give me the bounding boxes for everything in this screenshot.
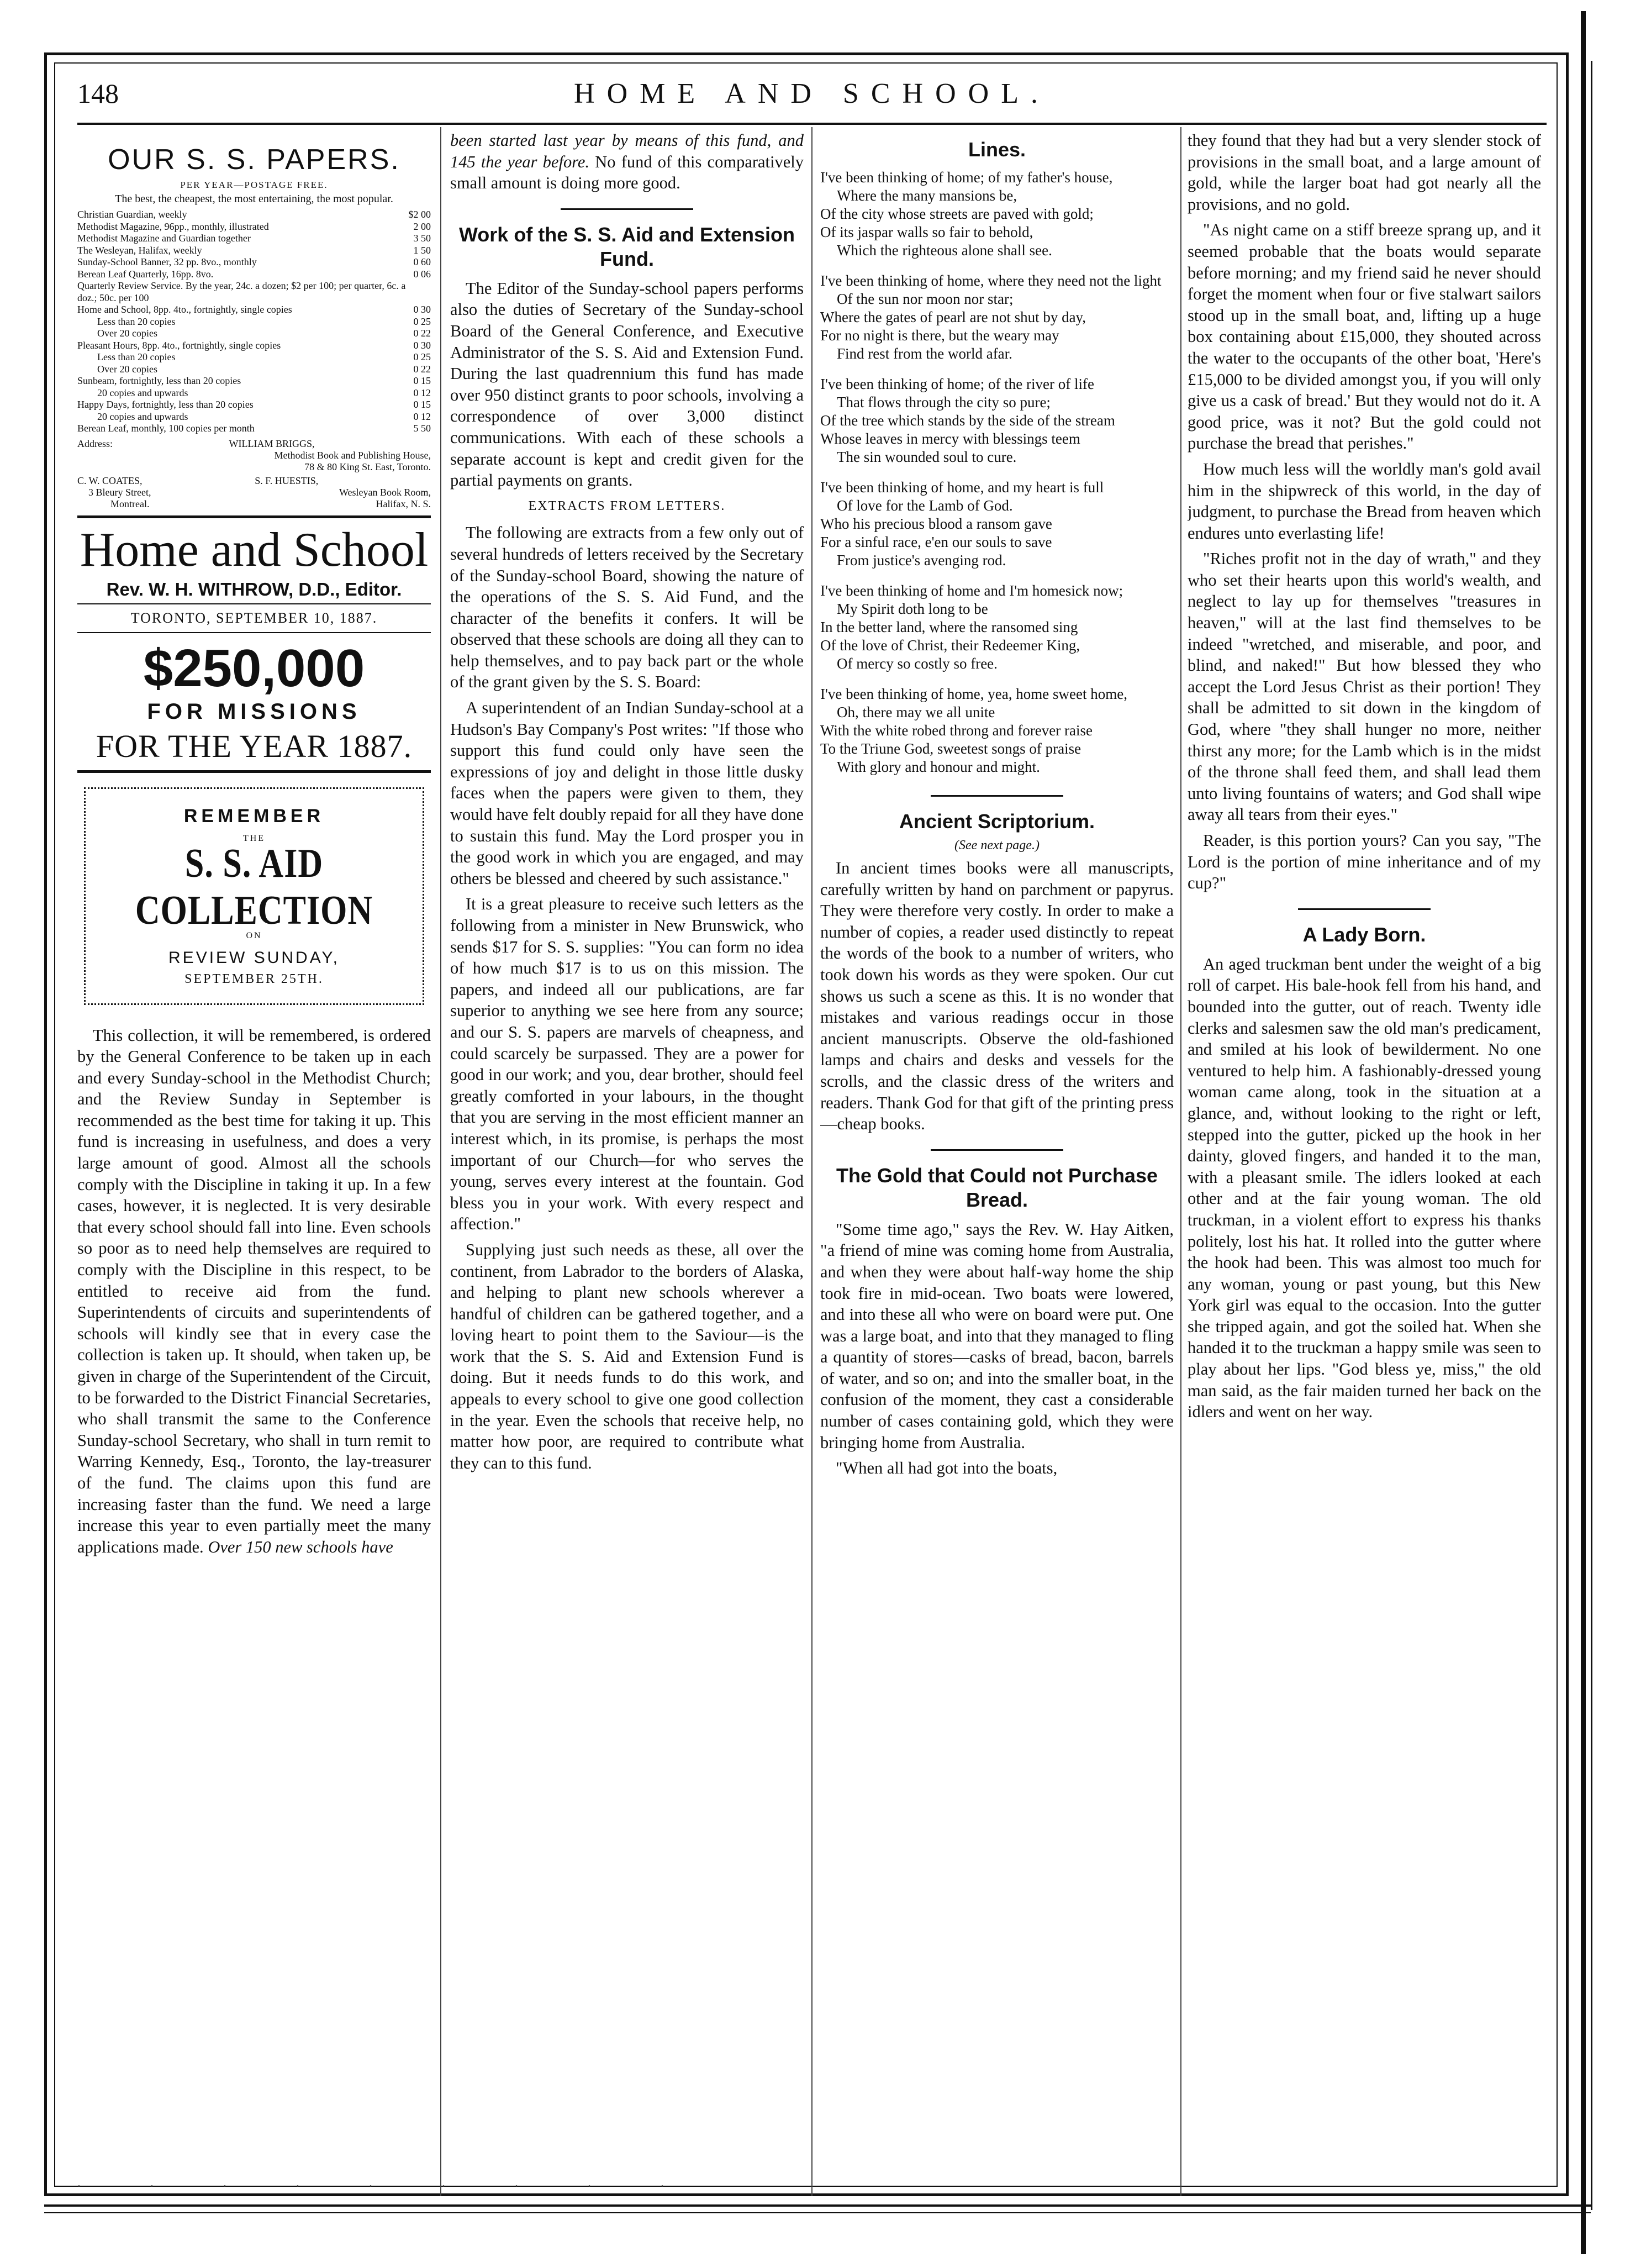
poem-line: For no night is there, but the weary may bbox=[820, 327, 1059, 344]
price-row bbox=[77, 209, 431, 221]
paper-price: 0 30 bbox=[413, 339, 431, 351]
paper-price: 0 22 bbox=[413, 328, 431, 339]
poem-stanza bbox=[820, 169, 1174, 260]
rule bbox=[77, 770, 431, 773]
poem-stanza bbox=[820, 272, 1174, 363]
price-row bbox=[77, 351, 431, 364]
article-heading: Work of the S. S. Aid and Extension Fund. bbox=[458, 223, 795, 270]
paper-name: Less than 20 copies bbox=[97, 315, 176, 327]
article-heading: Ancient Scriptorium. bbox=[899, 810, 1095, 833]
poem-line: I've been thinking of home and I'm homesick now; bbox=[820, 582, 1123, 599]
page-header bbox=[77, 77, 1547, 116]
missions-label: FOR MISSIONS bbox=[147, 699, 361, 724]
column-3 bbox=[820, 130, 1174, 2199]
rule bbox=[77, 515, 431, 518]
divider bbox=[820, 788, 1174, 802]
paper-name: Quarterly Review Service. By the year, 24c. a dozen; $2 per 100; per quarter, 6c. a doz.; 50c. per 100 bbox=[77, 280, 406, 303]
papers-intro: The best, the cheapest, the most entertaining, the most popular. bbox=[115, 193, 393, 205]
footer-marks: . . . . . . . . . bbox=[77, 2176, 697, 2190]
price-row bbox=[77, 423, 431, 435]
poem-line: Of its jaspar walls so fair to behold, bbox=[820, 224, 1033, 240]
column-2 bbox=[450, 130, 804, 2199]
agent-street: Wesleyan Book Room, bbox=[339, 486, 431, 498]
poem-line: In the better land, where the ransomed sing bbox=[820, 619, 1078, 635]
page-number: 148 bbox=[77, 78, 119, 109]
price-row bbox=[77, 256, 431, 269]
paper-name: Over 20 copies bbox=[97, 328, 157, 339]
paper-name: Over 20 copies bbox=[97, 363, 157, 375]
paper-name: Christian Guardian, weekly bbox=[77, 209, 187, 220]
paper-price: 0 25 bbox=[413, 315, 431, 327]
right-margin-bar-thin bbox=[1591, 61, 1592, 2210]
notice-the: THE bbox=[242, 833, 266, 843]
subheading: EXTRACTS FROM LETTERS. bbox=[528, 498, 726, 513]
paper-name: Less than 20 copies bbox=[97, 351, 176, 362]
paragraph: The following are extracts from a few only out of several hundreds of letters received by the Secretary of the Sunday-school Board, showing the nature of the operations of the S. S. Aid Fund, and the character of the benefits it confers. It will be observed that these schools are doing all they can to help themselves, and to pay back part or the whole of the grant given by the S. S. Board: bbox=[450, 523, 804, 692]
paper-price: 0 25 bbox=[413, 351, 431, 362]
missions-amount: $250,000 bbox=[143, 638, 365, 698]
poem-line: I've been thinking of home, and my heart is full bbox=[820, 479, 1104, 496]
paper-name: 20 copies and upwards bbox=[97, 411, 188, 422]
poem-stanza bbox=[820, 375, 1174, 466]
divider bbox=[450, 202, 804, 215]
missions-year: FOR THE YEAR 1887. bbox=[96, 728, 413, 764]
poem-line: I've been thinking of home; of the river of life bbox=[820, 376, 1094, 392]
paragraph: "As night came on a stiff breeze sprang up, and it seemed probable that the boats would separate before morning; and my friend said he never should forget the moment when four or five stalwart sailors stood up in the small boat, and, lifting up a huge box containing about £15,000, they shouted across the water to the occupants of the other boat, 'Here's £15,000 to be divided amongst you, if you will only give us a cask of bread.' But they would not do it. A good price, was it not? But the gold could not purchase the bread that perishes." bbox=[1188, 220, 1541, 453]
paper-name: Happy Days, fortnightly, less than 20 copies bbox=[77, 399, 254, 410]
paper-price: 0 60 bbox=[413, 256, 431, 267]
price-row bbox=[77, 387, 431, 399]
paper-name: The Wesleyan, Halifax, weekly bbox=[77, 244, 202, 256]
poem-line: I've been thinking of home, where they need not the light bbox=[820, 272, 1162, 289]
poem-line: My Spirit doth long to be bbox=[837, 601, 988, 617]
poem-line: I've been thinking of home, yea, home sweet home, bbox=[820, 686, 1127, 702]
paragraph: "Some time ago," says the Rev. W. Hay Aitken, "a friend of mine was coming home from Australia, and when they were about half-way home the ship took fire in mid-ocean. Two boats were lowered, and into these all who were on board were put. One was a large boat, and into that they managed to fling a quantity of stores—casks of bread, bacon, barrels of water, and so on; and into the smaller boat, in the confusion of the moment, they cast a considerable number of cases containing gold, which they were bringing home from Australia. bbox=[820, 1219, 1174, 1452]
price-row bbox=[77, 316, 431, 328]
poem-line: For a sinful race, e'en our souls to save bbox=[820, 534, 1052, 550]
rule bbox=[77, 603, 431, 604]
price-row bbox=[77, 245, 431, 257]
column-rule bbox=[811, 127, 813, 2196]
poem-line: The sin wounded soul to cure. bbox=[837, 449, 1017, 465]
agent-name: C. W. COATES, bbox=[77, 475, 143, 486]
divider bbox=[1188, 902, 1541, 915]
paper-price: 0 30 bbox=[413, 304, 431, 315]
paragraph: Supplying just such needs as these, all over the continent, from Labrador to the borders of Alaska, and helping to plant new schools wherever a handful of children can be gathered together, and a loving heart to point them to the Saviour—is the work that the S. S. Aid and Extension Fund is doing. But it needs funds to do this work, and appeals to every school to give one good collection in the year. Even the schools that receive help, no matter how poor, are required to contribute what they can to this fund. bbox=[450, 1240, 804, 1472]
poem-stanza bbox=[820, 582, 1174, 673]
poem-line: Of the city whose streets are paved with gold; bbox=[820, 206, 1094, 222]
poem-line: From justice's avenging rod. bbox=[837, 552, 1006, 569]
column-1 bbox=[77, 130, 431, 2199]
bottom-rule bbox=[44, 2204, 1591, 2207]
paragraph: This collection, it will be remembered, is ordered by the General Conference to be taken up in each and every Sunday-school in the Methodist Church; and the Review Sunday in September is recommended as the best time for taking it up. This fund is increasing in usefulness, and does a very large amount of good. Almost all the schools comply with the Discipline in taking it up. In a few cases, however, it is neglected. It is very desirable that every school should fall into line. Even schools so poor as to need help themselves are required to comply with the Discipline in this respect, to be entitled to receive aid from the fund. Superintendents of circuits and superintendents of schools will kindly see that in every case the collection is taken up. It should, when taken up, be given in charge of the Superintendent of the Circuit, to be forwarded to the District Financial Secretaries, who shall transmit the same to the Conference Sunday-school Secretary, who shall in turn remit to Warring Kennedy, Esq., Toronto, the lay-treasurer of the fund. The claims upon this fund are increasing faster than the fund. We need a large increase this year to even partially meet the many applications made. bbox=[77, 1025, 431, 1556]
column-4 bbox=[1188, 130, 1541, 2199]
address-line: 78 & 80 King St. East, Toronto. bbox=[304, 461, 431, 472]
poem-line: With glory and honour and might. bbox=[837, 759, 1040, 775]
editor-line: Rev. W. H. WITHROW, D.D., Editor. bbox=[106, 578, 402, 599]
paper-price: 0 15 bbox=[413, 375, 431, 386]
paper-name: Pleasant Hours, 8pp. 4to., fortnightly, single copies bbox=[77, 339, 281, 351]
see-next-note: (See next page.) bbox=[954, 838, 1040, 853]
price-row bbox=[77, 269, 431, 281]
bottom-rule-thin bbox=[44, 2212, 1591, 2213]
lead-italic: been started last year by means of this fund, and 145 the year before. bbox=[450, 131, 804, 171]
paragraph: How much less will the worldly man's gold avail him in the shipwreck of this world, in the day of judgment, to purchase the Bread from heaven which endures unto everlasting life! bbox=[1188, 459, 1541, 543]
price-row bbox=[77, 233, 431, 245]
paper-price: 1 50 bbox=[413, 244, 431, 256]
article-heading: The Gold that Could not Purchase Bread. bbox=[836, 1164, 1158, 1211]
paper-price: 0 12 bbox=[413, 411, 431, 422]
paper-name: Methodist Magazine and Guardian together bbox=[77, 233, 251, 244]
notice-on: ON bbox=[246, 930, 262, 940]
paragraph: "When all had got into the boats, bbox=[836, 1459, 1058, 1478]
poem bbox=[820, 169, 1174, 776]
price-row bbox=[77, 364, 431, 376]
paper-price: 0 12 bbox=[413, 387, 431, 398]
paper-name: 20 copies and upwards bbox=[97, 387, 188, 398]
price-row bbox=[77, 399, 431, 411]
poem-stanza bbox=[820, 685, 1174, 776]
paragraph: A superintendent of an Indian Sunday-school at a Hudson's Bay Company's Post writes: "If those who support this fund could only have seen the expressions of joy and delight in those little dusky faces when the papers were given to them, they would have felt doubly repaid for all they have done to sustain this fund. May the Lord prosper you in the good work in which you are engaged, and may others be blessed and cheered by such assistance." bbox=[450, 698, 804, 888]
address-line: Methodist Book and Publishing House, bbox=[274, 449, 431, 461]
poem-line: That flows through the city so pure; bbox=[837, 394, 1051, 411]
paper-title: Home and School bbox=[80, 523, 429, 577]
poem-line: With the white robed throng and forever raise bbox=[820, 722, 1093, 739]
paper-price: 2 00 bbox=[413, 220, 431, 232]
paragraph: "Riches profit not in the day of wrath," and they who set their hearts upon this world's wealth, and neglect to lay up for themselves "treasures in heaven," will at the last find themselves to be indeed "wretched, and miserable, and poor, and blind, and naked!" But how blessed they who accept the Lord Jesus Christ as their portion! They shall be admitted to sit down in the kingdom of God, where "they shall hunger no more, neither thirst any more; for the Lamb which is in the midst of the throne shall feed them, and shall lead them unto living fountains of waters; and God shall wipe away all tears from their eyes." bbox=[1188, 549, 1541, 824]
poem-line: Of the tree which stands by the side of the stream bbox=[820, 412, 1115, 429]
price-row bbox=[77, 411, 431, 423]
poem-line: I've been thinking of home; of my father's house, bbox=[820, 169, 1113, 186]
address-name: WILLIAM BRIGGS, bbox=[229, 438, 315, 449]
price-list bbox=[77, 209, 431, 435]
price-row bbox=[77, 280, 431, 304]
paragraph-tail: Over 150 new schools have bbox=[208, 1537, 393, 1556]
notice-collection: S. S. AID COLLECTION bbox=[135, 840, 373, 933]
address-label: Address: bbox=[77, 438, 113, 449]
column-rule bbox=[440, 127, 441, 2196]
paper-name: Berean Leaf Quarterly, 16pp. 8vo. bbox=[77, 268, 214, 280]
poem-stanza bbox=[820, 478, 1174, 570]
notice-review: REVIEW SUNDAY, bbox=[168, 948, 340, 967]
publisher-address bbox=[77, 438, 431, 510]
price-row bbox=[77, 328, 431, 340]
poem-line: Of the sun nor moon nor star; bbox=[837, 291, 1014, 307]
paper-price: 0 06 bbox=[413, 268, 431, 280]
paragraph: Reader, is this portion yours? Can you say, "The Lord is the portion of mine inheritance and of my cup?" bbox=[1188, 831, 1541, 893]
poem-line: Who his precious blood a ransom gave bbox=[820, 515, 1052, 532]
paper-price: 3 50 bbox=[413, 233, 431, 244]
column-rule bbox=[1180, 127, 1181, 2196]
poem-line: Where the many mansions be, bbox=[837, 187, 1017, 204]
agent-city: Montreal. bbox=[110, 498, 150, 509]
article-heading: A Lady Born. bbox=[1302, 923, 1426, 946]
notice-date: SEPTEMBER 25TH. bbox=[184, 971, 324, 986]
dateline: TORONTO, SEPTEMBER 10, 1887. bbox=[130, 609, 378, 626]
poem-title: Lines. bbox=[968, 138, 1026, 161]
poem-line: Find rest from the world afar. bbox=[837, 345, 1012, 362]
paragraph: It is a great pleasure to receive such letters as the following from a minister in New Brunswick, who sends $17 for S. S. supplies: "You can form no idea of how much $17 is to us on this mission. The papers, and indeed all our publications, are far superior to anything we see here from any source; and our S. S. papers are marvels of cheapness, and could scarcely be surpassed. They are a power for good in our work; and you, dear brother, should feel greatly comforted in your labours, in the thought that you are serving in the most efficient manner an interest which, in its promise, is perhaps the most important of our Church—for who serves the young, serves every interest at the fountain. God bless you in your work. With every respect and affection." bbox=[450, 894, 804, 1234]
price-row bbox=[77, 221, 431, 233]
poem-line: Of mercy so costly so free. bbox=[837, 655, 998, 672]
paper-price: 0 22 bbox=[413, 363, 431, 375]
poem-line: To the Triune God, sweetest songs of praise bbox=[820, 740, 1081, 757]
paper-name: Methodist Magazine, 96pp., monthly, illustrated bbox=[77, 220, 269, 232]
paper-price: 5 50 bbox=[413, 423, 431, 434]
poem-line: Where the gates of pearl are not shut by day, bbox=[820, 309, 1086, 325]
paper-name: Sunbeam, fortnightly, less than 20 copies bbox=[77, 375, 241, 386]
poem-line: Whose leaves in mercy with blessings teem bbox=[820, 430, 1080, 447]
paragraph: In ancient times books were all manuscripts, carefully written by hand on parchment or papyrus. They were therefore very costly. In order to make a number of copies, a reader used distinctly to repeat the words of the book to a number of writers, who took down his words as they were spoken. Our cut shows us such a scene as this. It is no wonder that mistakes and various readings occur in those ancient manuscripts. Observe the old-fashioned lamps and chairs and desks and vessels for the scrolls, and the classic dress of the writers and readers. Thank God for that gift of the printing press—cheap books. bbox=[820, 859, 1174, 1134]
agent-city: Halifax, N. S. bbox=[376, 498, 431, 509]
price-row bbox=[77, 304, 431, 316]
paragraph: An aged truckman bent under the weight of a big roll of carpet. His bale-hook fell from his hand, and bounded into the gutter, out of reach. Twenty idle clerks and salesmen saw the old man's predicament, and smiled at his look of bewilderment. No one ventured to help him. A fashionably-dressed young woman came along, took in the situation at a glance, and, without looking to the right or left, stepped into the gutter, picked up the hook in her dainty, gloved fingers, and handed it to the man, with a pleasant smile. The idlers looked at each other and at the fair young woman. The old truckman, in a violent effort to express his thanks politely, lost his hat. It rolled into the gutter where the hook had been. This was almost too much for any woman, young or past young, but this New York girl was equal to the occasion. Into the gutter she tripped again, and got the soiled hat. When she handed it to the truckman a happy smile was seen to play about her lips. "God bless ye, miss," the old man said, as the fair maiden turned her back on the idlers and went on her way. bbox=[1188, 954, 1541, 1422]
poem-line: Of love for the Lamb of God. bbox=[837, 497, 1013, 514]
poem-line: Of the love of Christ, their Redeemer King, bbox=[820, 637, 1080, 654]
collection-notice-box bbox=[84, 787, 424, 1005]
papers-subtitle: PER YEAR—POSTAGE FREE. bbox=[180, 180, 328, 190]
header-rule bbox=[77, 123, 1547, 125]
papers-title: OUR S. S. PAPERS. bbox=[108, 144, 400, 176]
paper-name: Sunday-School Banner, 32 pp. 8vo., monthly bbox=[77, 256, 257, 267]
poem-line: Oh, there may we all unite bbox=[837, 704, 995, 720]
paper-name: Berean Leaf, monthly, 100 copies per month bbox=[77, 423, 255, 434]
poem-line: Which the righteous alone shall see. bbox=[837, 242, 1052, 259]
rule bbox=[77, 632, 431, 633]
lead-text: No fund of this comparatively small amount is doing more good. bbox=[450, 152, 804, 193]
paragraph: The Editor of the Sunday-school papers performs also the duties of Secretary of the Sunday-school Board of the General Conference, and Executive Administrator of the S. S. Aid and Extension Fund. During the last quadrennium this fund has made over 950 distinct grants to poor schools, involving a correspondence of over 3,000 distinct communications. With each of these schools a separate account is kept and credit given for the partial payments on grants. bbox=[450, 278, 804, 490]
paragraph: they found that they had but a very slender stock of provisions in the small boat, and a large amount of gold, while the larger boat had got nearly all the provisions, and no gold. bbox=[1188, 131, 1541, 214]
price-row bbox=[77, 340, 431, 352]
divider bbox=[820, 1143, 1174, 1156]
collection-article bbox=[77, 1025, 431, 1558]
price-row bbox=[77, 375, 431, 387]
paper-price: $2 00 bbox=[408, 209, 431, 220]
notice-remember: REMEMBER bbox=[183, 805, 325, 827]
paper-price: 0 15 bbox=[413, 399, 431, 410]
agent-name: S. F. HUESTIS, bbox=[255, 475, 319, 486]
paper-name: Home and School, 8pp. 4to., fortnightly, single copies bbox=[77, 304, 292, 315]
agent-street: 3 Bleury Street, bbox=[88, 486, 151, 498]
running-title: HOME AND SCHOOL. bbox=[574, 78, 1050, 109]
right-margin-bar bbox=[1581, 11, 1586, 2254]
